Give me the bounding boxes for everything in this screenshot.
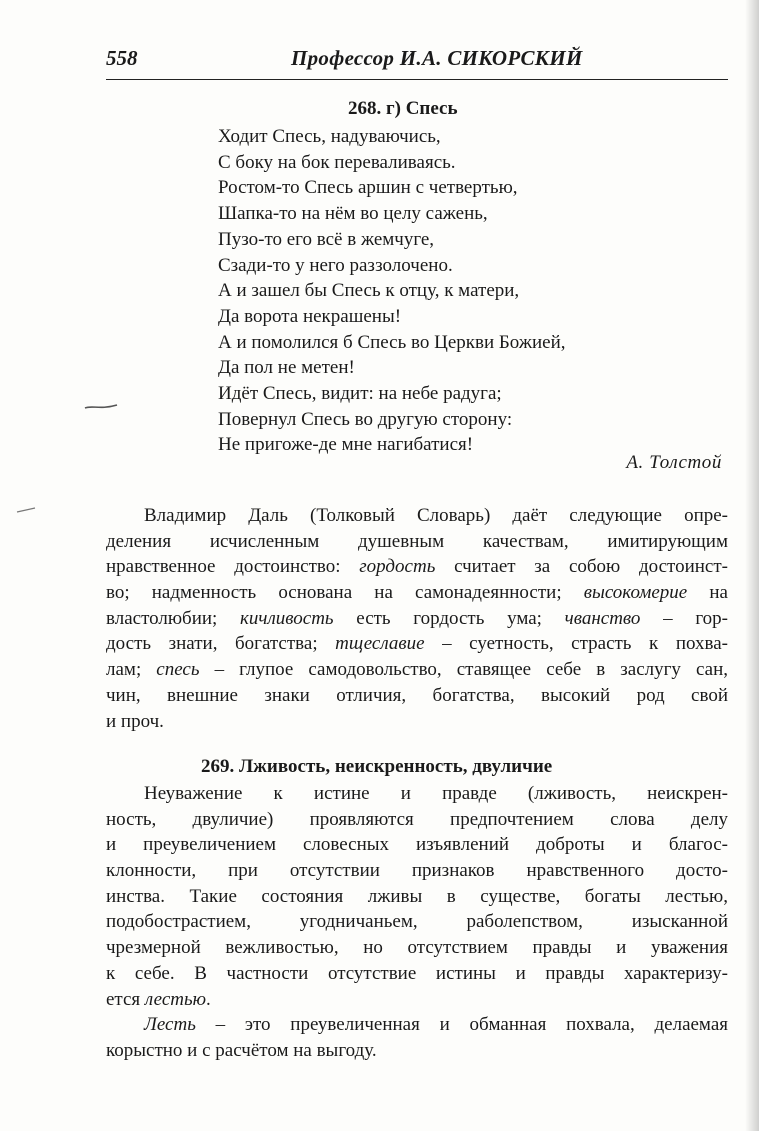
text-run: и преувеличением словесных изъявлений доброты и благос-	[106, 834, 728, 856]
text-line	[106, 961, 728, 987]
text-line	[106, 832, 728, 858]
text-run: и проч.	[106, 710, 164, 732]
poem-line: Ростом-то Спесь аршин с четвертью,	[218, 177, 518, 199]
text-line	[106, 781, 728, 807]
italic-term: спесь	[156, 659, 200, 681]
text-line	[106, 807, 728, 833]
italic-term: чванство	[564, 607, 641, 629]
section-269-paragraph	[106, 781, 728, 1012]
text-run: чрезмерной вежливостью, но отсутствием правды и уважения	[106, 937, 728, 959]
running-head: Профессор И.А. СИКОРСКИЙ	[291, 46, 583, 70]
poem-line: Шапка-то на нём во целу сажень,	[218, 203, 488, 225]
dal-paragraph	[106, 503, 728, 734]
poem-line: А и зашел бы Спесь к отцу, к матери,	[218, 280, 520, 302]
page-number: 558	[106, 46, 138, 70]
text-run: лам;	[106, 659, 157, 681]
text-line	[106, 909, 728, 935]
text-run: ется	[106, 988, 145, 1010]
margin-mark	[16, 506, 36, 514]
text-run: нравственное достоинство:	[106, 556, 360, 578]
italic-term: высокомерие	[583, 582, 688, 604]
text-line	[106, 529, 728, 555]
text-run: – гор-	[640, 607, 728, 629]
text-line	[106, 554, 728, 580]
poem-author: А. Толстой	[626, 452, 722, 473]
poem-line: Идёт Спесь, видит: на небе радуга;	[218, 383, 502, 405]
poem-line: Не пригоже-де мне нагибатися!	[218, 434, 474, 456]
text-run: инства. Такие состояния лживы в существе, богаты лестью,	[106, 885, 728, 907]
text-run: – суетность, страсть к похва-	[424, 633, 729, 655]
italic-term: кичливость	[240, 607, 334, 629]
text-run: дость знати, богатства;	[106, 633, 336, 655]
italic-term: гордость	[359, 556, 436, 578]
margin-mark	[84, 402, 118, 412]
text-run: корыстно и с расчётом на выгоду.	[106, 1039, 377, 1061]
text-run: Владимир Даль (Толковый Словарь) даёт следующие опре-	[144, 505, 728, 526]
italic-term: лестью	[144, 988, 207, 1010]
poem-line: С боку на бок переваливаясь.	[218, 151, 456, 173]
italic-term: тщеславие	[335, 633, 425, 655]
text-run: клонности, при отсутствии признаков нравственного досто-	[106, 860, 728, 882]
italic-term: Лесть	[144, 1014, 196, 1035]
text-line	[106, 987, 728, 1013]
text-run: есть гордость ума;	[333, 607, 565, 629]
page-edge-shadow	[745, 0, 759, 1131]
text-line	[106, 709, 728, 735]
section-268-title: 268. г) Спесь	[348, 98, 458, 119]
text-run: к себе. В частности отсутствие истины и правды характеризу-	[106, 962, 728, 984]
poem-line: Сзади-то у него раззолочено.	[218, 254, 453, 276]
poem-line: А и помолился б Спесь во Церкви Божией,	[218, 331, 566, 353]
text-run: Неуважение к истине и правде (лживость, неискрен-	[144, 783, 728, 804]
poem	[218, 124, 565, 458]
flattery-paragraph	[106, 1012, 728, 1063]
text-run: во; надменность основана на самонадеянности;	[106, 582, 584, 604]
poem-line: Повернул Спесь во другую сторону:	[218, 408, 513, 430]
poem-line: Пузо-то его всё в жемчуге,	[218, 228, 435, 250]
text-line	[106, 1012, 728, 1038]
text-run: – глупое самодовольство, ставящее себе в заслугу сан,	[199, 659, 728, 681]
text-line	[106, 657, 728, 683]
text-run: ность, двуличие) проявляются предпочтением слова делу	[106, 808, 728, 830]
text-line	[106, 884, 728, 910]
text-run: считает за собою достоинст-	[435, 556, 728, 578]
text-run: деления исчисленным душевным качествам, имитирующим	[106, 530, 728, 552]
poem-line: Да ворота некрашены!	[218, 305, 402, 327]
text-run: подобострастием, угодничаньем, раболепством, изысканной	[106, 911, 728, 933]
poem-line: Да пол не метен!	[218, 357, 355, 379]
text-line	[106, 580, 728, 606]
header-rule	[106, 79, 728, 80]
poem-line: Ходит Спесь, надуваючись,	[218, 126, 441, 147]
page-header	[106, 46, 728, 86]
section-269-title: 269. Лживость, неискренность, двуличие	[201, 756, 553, 777]
text-run: властолюбии;	[106, 607, 241, 629]
text-line	[106, 503, 728, 529]
text-run: на	[687, 582, 728, 604]
text-run: .	[206, 988, 211, 1010]
text-line	[106, 935, 728, 961]
text-run: – это преувеличенная и обманная похвала, делаемая	[195, 1014, 728, 1035]
text-line	[106, 631, 728, 657]
text-line	[106, 606, 728, 632]
text-line	[106, 683, 728, 709]
text-line	[106, 1038, 728, 1064]
text-line	[106, 858, 728, 884]
text-run: чин, внешние знаки отличия, богатства, высокий род свой	[106, 684, 728, 706]
